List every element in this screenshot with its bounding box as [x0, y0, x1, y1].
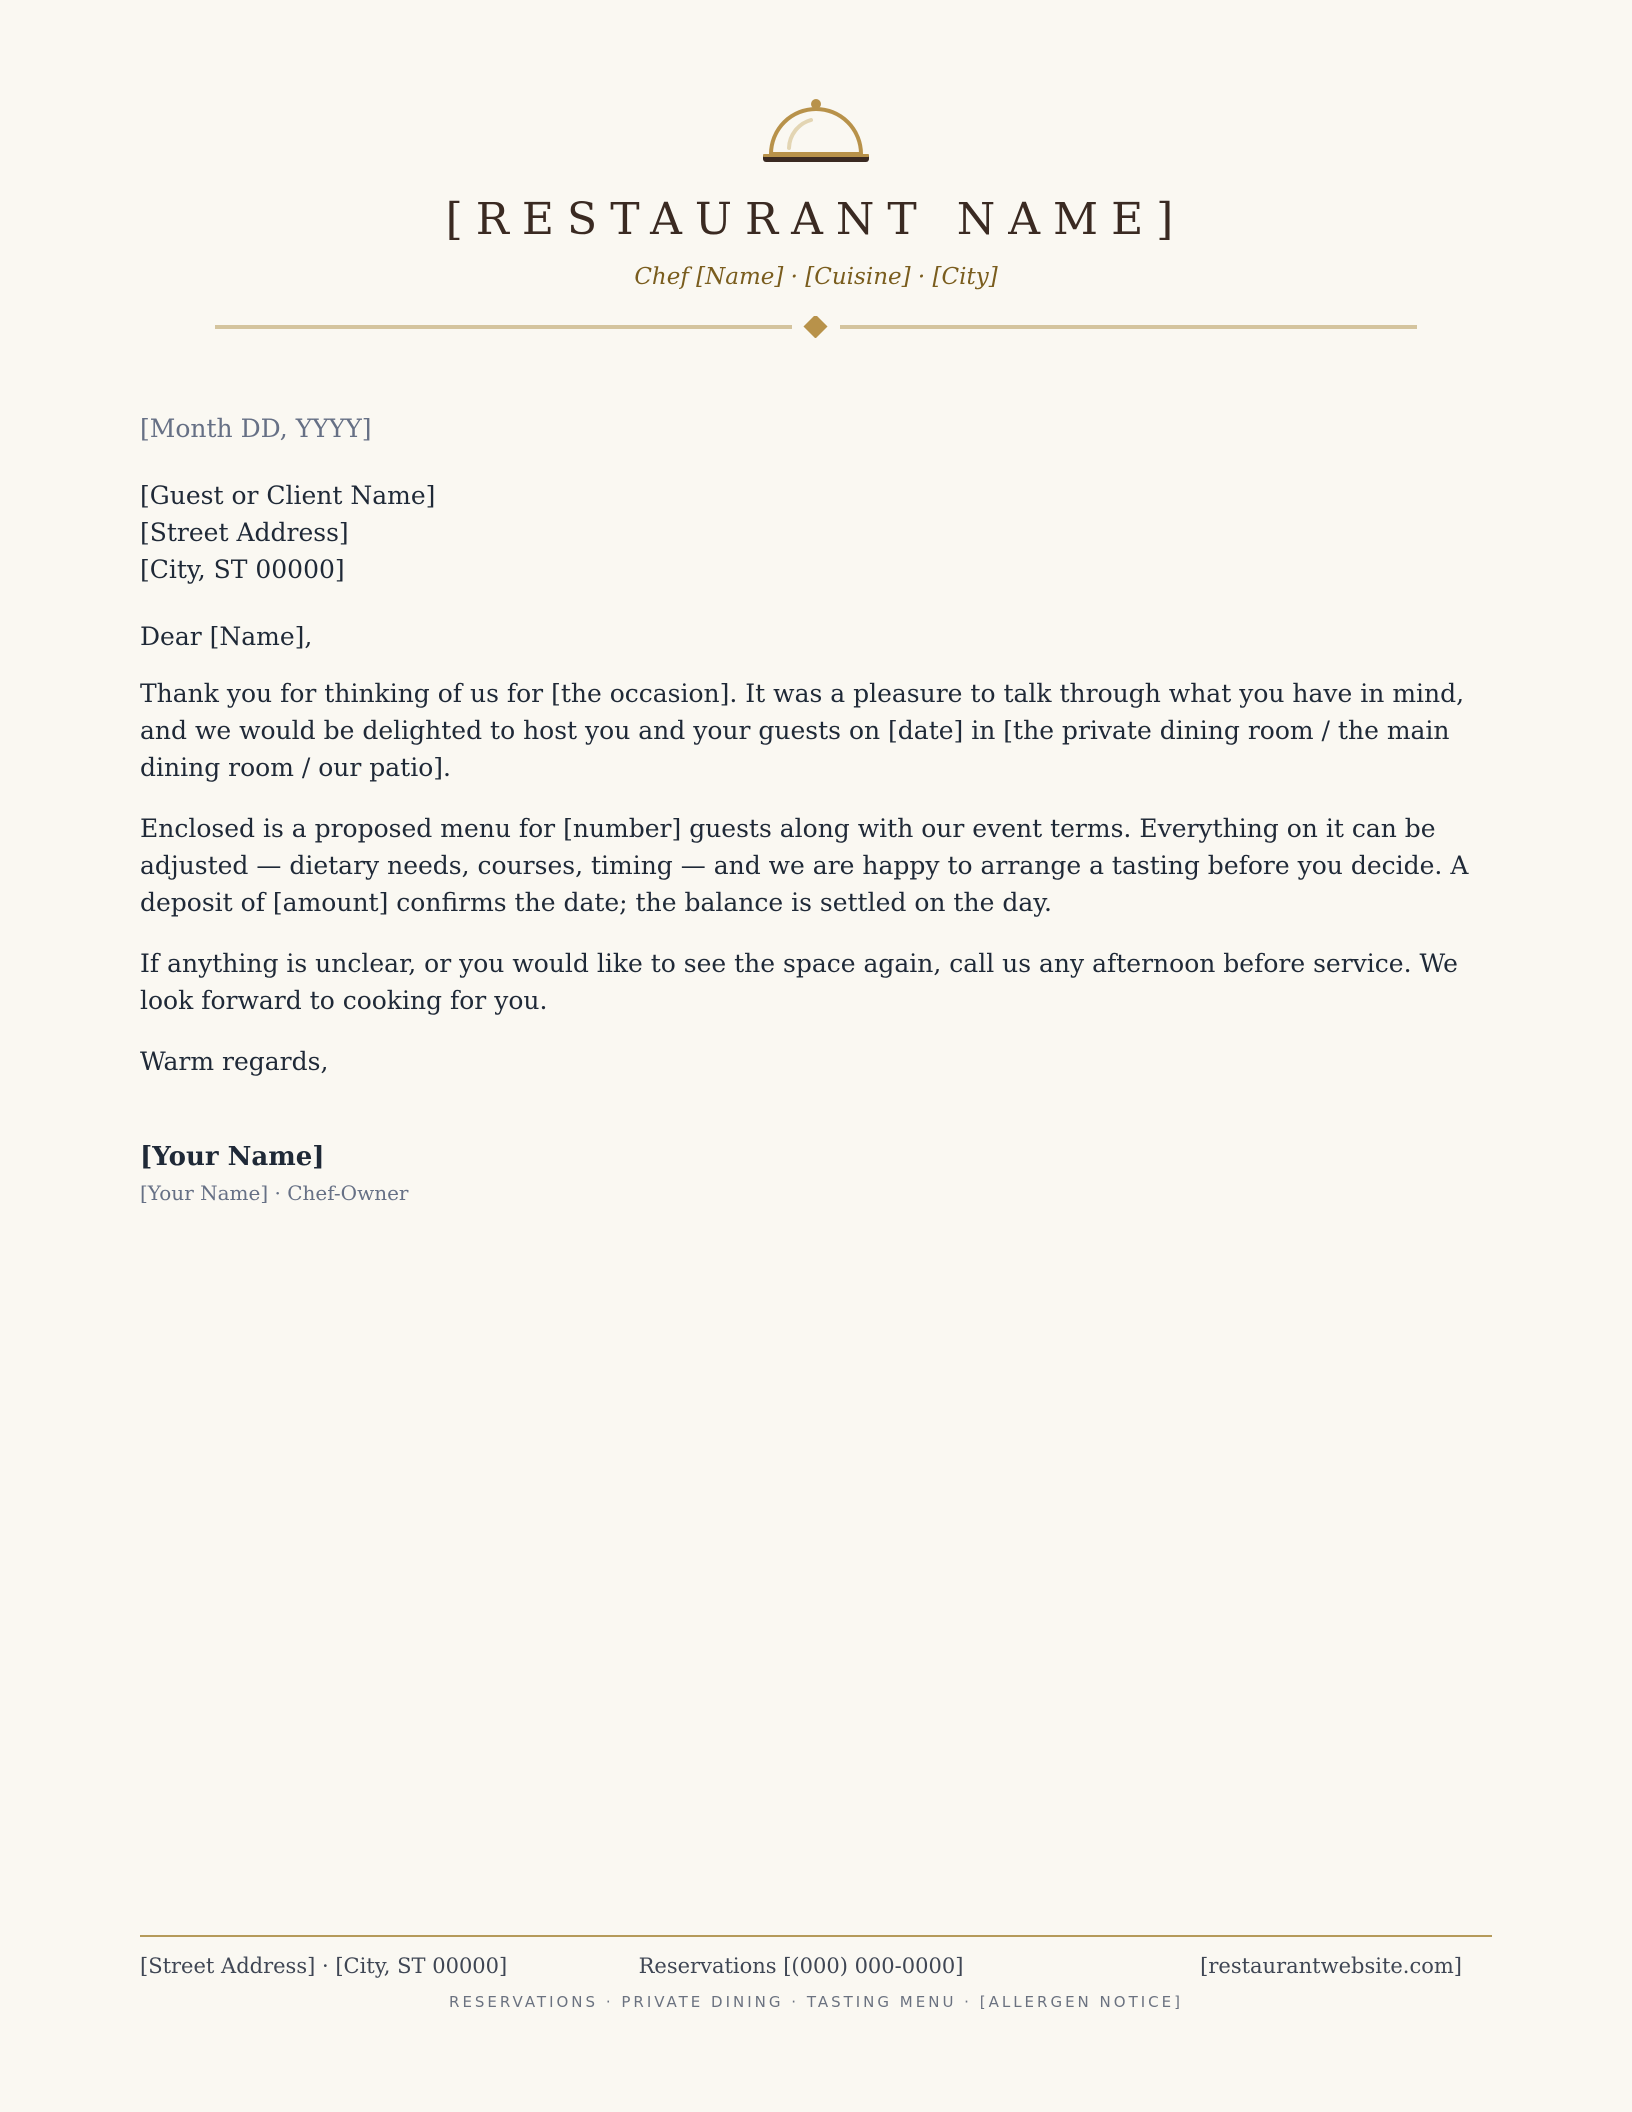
closing: Warm regards,	[140, 1047, 329, 1076]
recipient-street: [Street Address]	[140, 518, 349, 547]
footer-reservations: Reservations [(000) 000-0000]	[638, 1954, 964, 1978]
diamond-icon	[803, 316, 827, 338]
chef-subtitle: Chef [Name] · [Cuisine] · [City]	[634, 264, 998, 290]
letter-body	[140, 410, 1490, 1208]
footer-address: [Street Address] · [City, ST 00000]	[140, 1954, 508, 1978]
cloche-icon	[761, 96, 871, 166]
paragraph: Thank you for thinking of us for [the occasion]. It was a pleasure to talk through what you have in mind, and we would be delighted to host you and your guests on [date] in [the private dining room / the main dining room / our patio].	[140, 679, 1465, 782]
footer-tagline: RESERVATIONS · PRIVATE DINING · TASTING MENU · [ALLERGEN NOTICE]	[449, 1993, 1183, 2011]
recipient-name: [Guest or Client Name]	[140, 481, 436, 510]
recipient-city: [City, ST 00000]	[140, 555, 345, 584]
restaurant-name: [RESTAURANT NAME]	[445, 194, 1187, 245]
footer-divider	[140, 1935, 1492, 1937]
paragraph: Enclosed is a proposed menu for [number] guests along with our event terms. Everything on it can be adjusted — dietary needs, courses, timing — and we are happy to arrange a tasting before you decide. A deposit of [amount] confirms the date; the balance is settled on the day.	[140, 814, 1469, 917]
recipient-address	[140, 477, 1490, 588]
footer-website: [restaurantwebsite.com]	[1200, 1954, 1462, 1978]
paragraph: If anything is unclear, or you would like to see the space again, call us any afternoon before service. We look forward to cooking for you.	[140, 949, 1458, 1015]
header-divider	[215, 316, 1417, 338]
signature-title: [Your Name] · Chef-Owner	[140, 1181, 409, 1205]
salutation: Dear [Name],	[140, 622, 313, 651]
signature-name: [Your Name]	[140, 1142, 325, 1172]
letter-date: [Month DD, YYYY]	[140, 414, 372, 443]
